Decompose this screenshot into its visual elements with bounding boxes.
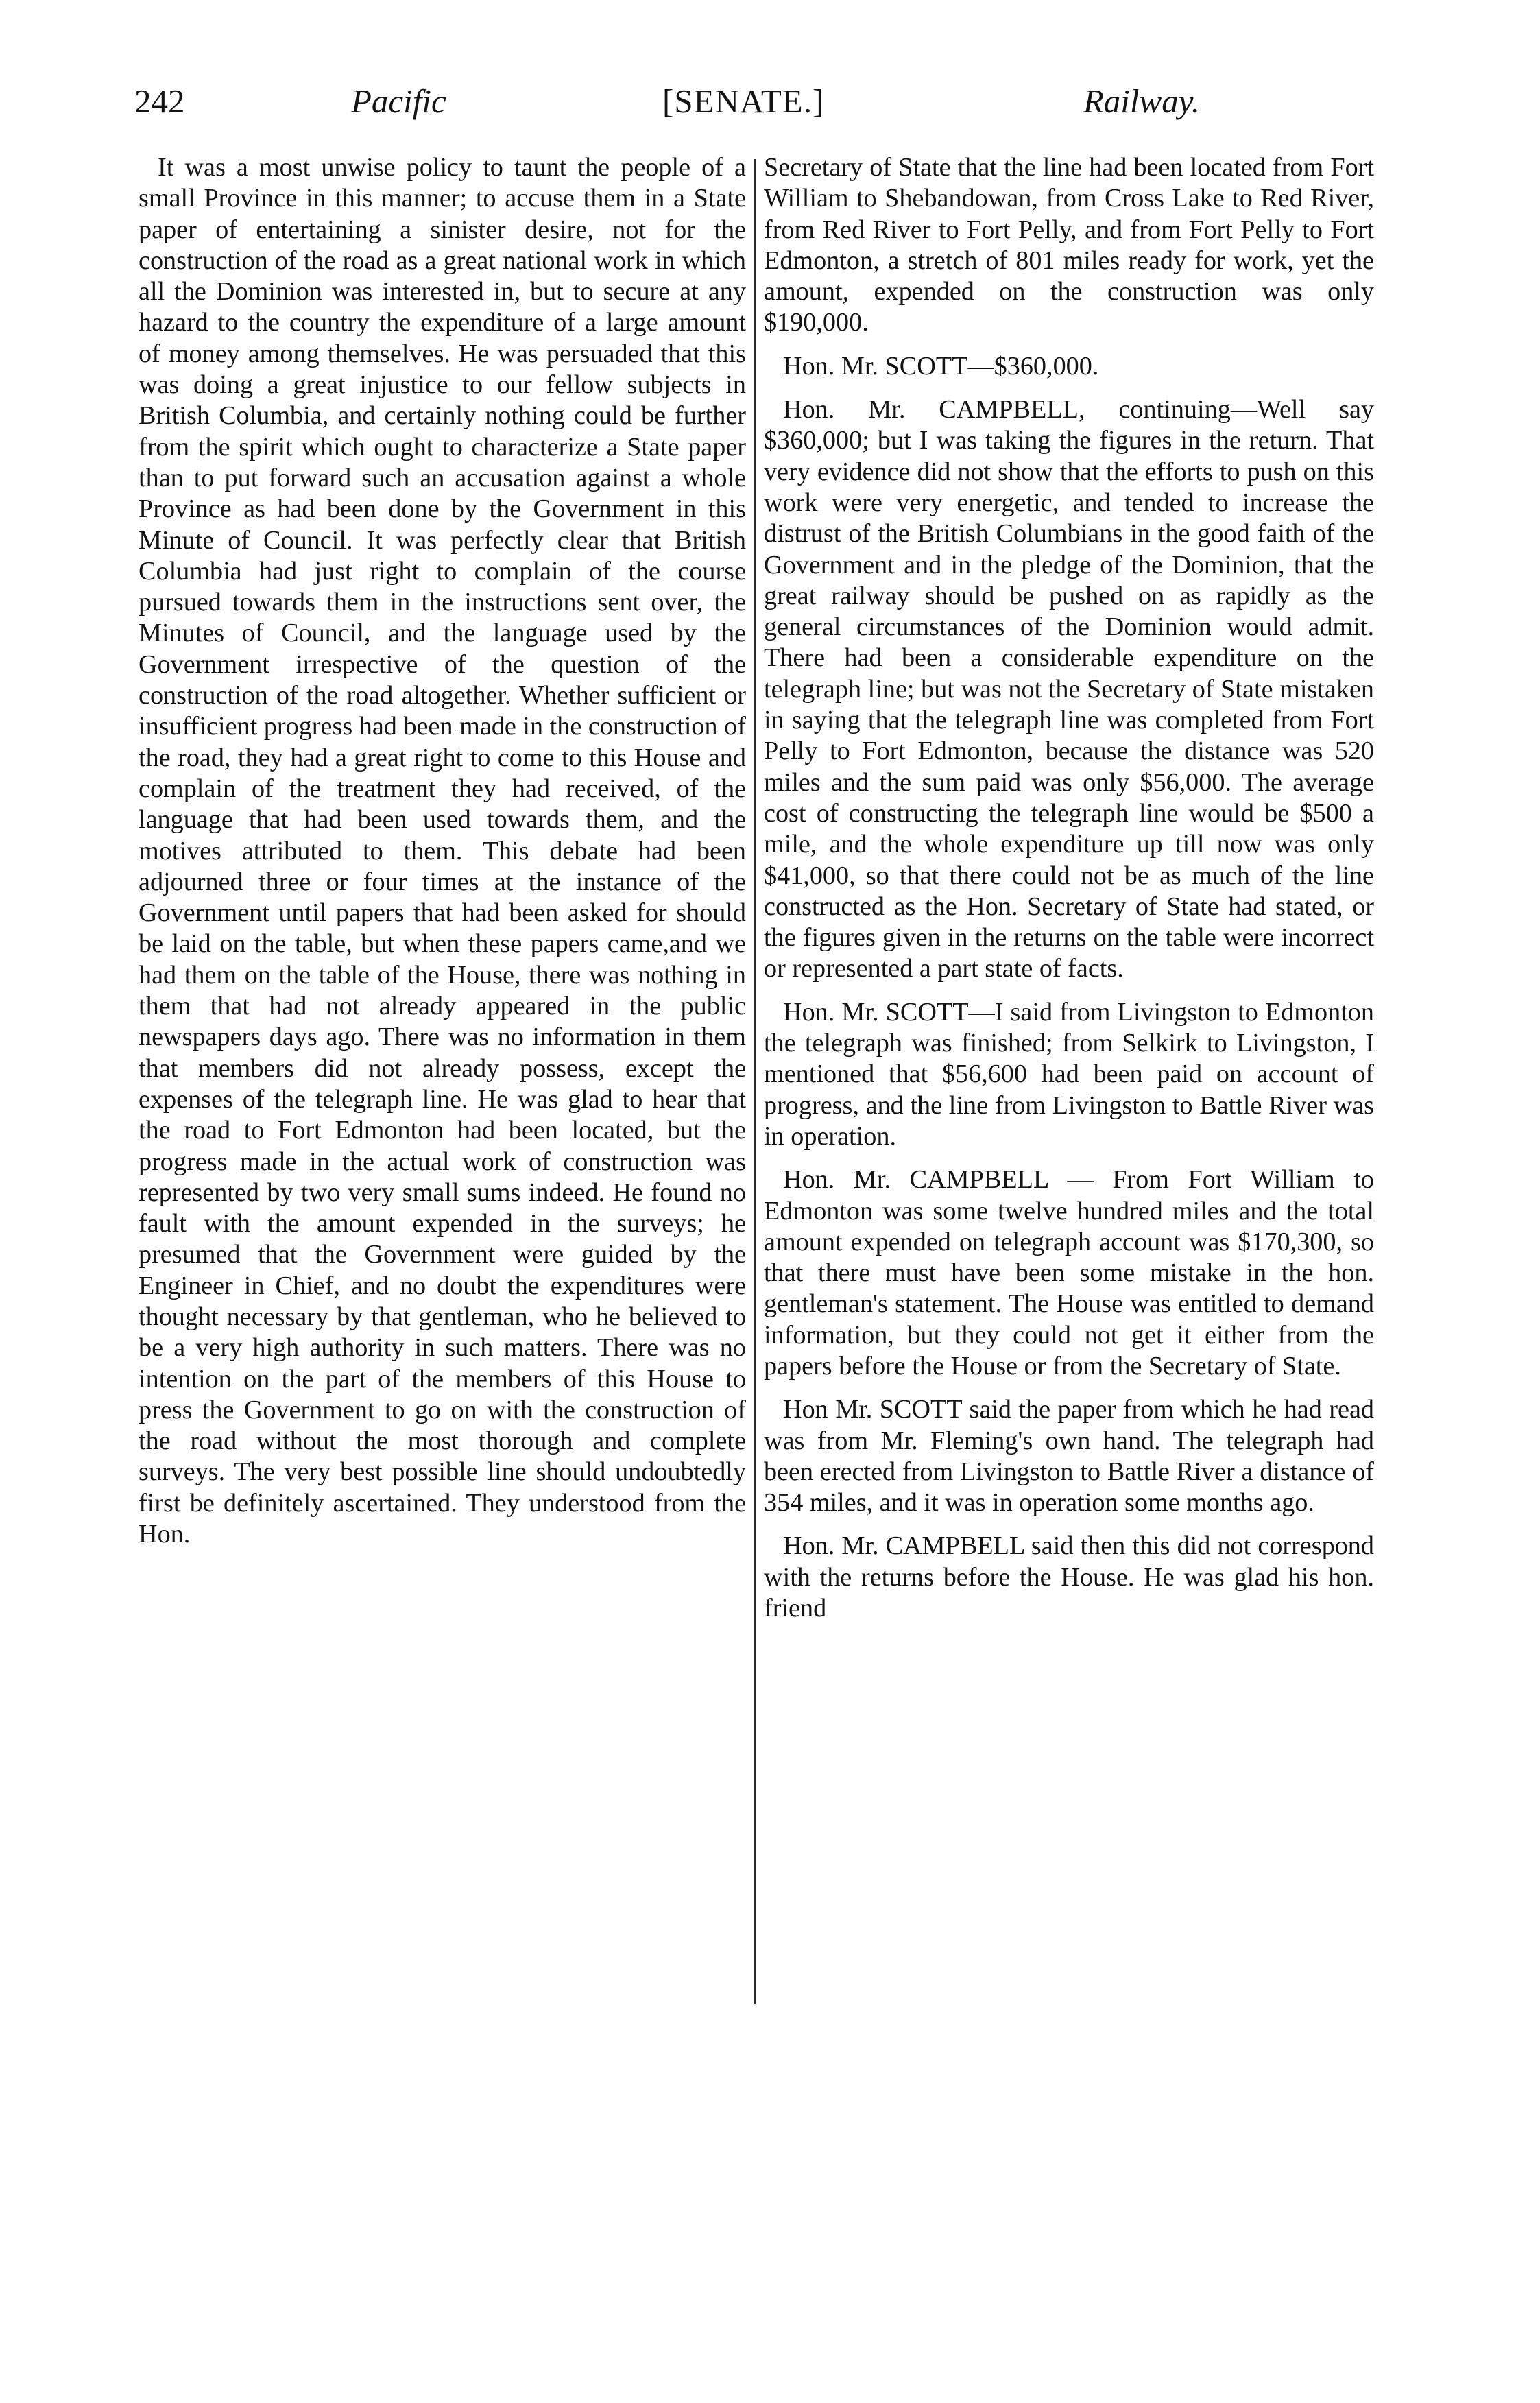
right-paragraph-6: Hon Mr. SCOTT said the paper from which he had read was from Mr. Fleming's own hand. The telegraph had been erected from Livingston to Battle River a distance of 354 miles, and it was in operation some months ago. bbox=[764, 1395, 1374, 1518]
running-head-center: [SENATE.] bbox=[662, 82, 825, 120]
left-column bbox=[139, 152, 746, 1550]
page-number: 242 bbox=[134, 82, 185, 120]
right-paragraph-5: Hon. Mr. CAMPBELL — From Fort William to Edmonton was some twelve hundred miles and the total amount expended on telegraph account was $170,300, so that there must have been some mistake in the hon. gentleman's statement. The House was entitled to demand information, but they could not get it either from the papers before the House or from the Secretary of State. bbox=[764, 1165, 1374, 1380]
page-header bbox=[134, 74, 1200, 129]
right-paragraph-3: Hon. Mr. CAMPBELL, continuing—Well say $360,000; but I was taking the figures in the return. That very evidence did not show that the efforts to push on this work were very energetic, and tended to increase the distrust of the British Columbians in the good faith of the Government and in the pledge of the Dominion, that the great railway should be pushed on as rapidly as the general circumstances of the Dominion would admit. There had been a considerable expenditure on the telegraph line; but was not the Secretary of State mistaken in saying that the telegraph line was completed from Fort Pelly to Fort Edmonton, because the distance was 520 miles and the sum paid was only $56,000. The average cost of constructing the telegraph line would be $500 a mile, and the whole expenditure up till now was only $41,000, so that there could not be as much of the line constructed as the Hon. Secretary of State had stated, or the figures given in the returns on the table were incorrect or represented a part state of facts. bbox=[764, 395, 1374, 983]
right-column bbox=[764, 152, 1374, 1624]
column-divider bbox=[754, 159, 756, 2004]
right-paragraph-4: Hon. Mr. SCOTT—I said from Livingston to Edmonton the telegraph was finished; from Selkirk to Livingston, I mentioned that $56,600 had been paid on account of progress, and the line from Livingston to Battle River was in operation. bbox=[764, 997, 1374, 1151]
left-paragraph-1: It was a most unwise policy to taunt the people of a small Province in this manner; to accuse them in a State paper of entertaining a sinister desire, not for the construction of the road as a great national work in which all the Dominion was interested in, but to secure at any hazard to the country the expenditure of a large amount of money among themselves. He was persuaded that this was doing a great injustice to our fellow subjects in British Columbia, and certainly nothing could be further from the spirit which ought to characterize a State paper than to put forward such an accusation against a whole Province as had been done by the Government in this Minute of Council. It was perfectly clear that British Columbia had just right to complain of the course pursued towards them in the instructions sent over, the Minutes of Council, and the language used by the Government irrespective of the question of the construction of the road altogether. Whether sufficient or insufficient progress had been made in the construction of the road, they had a great right to come to this House and complain of the treatment they had received, of the language that had been used towards them, and the motives attributed to them. This debate had been adjourned three or four times at the instance of the Government until papers that had been asked for should be laid on the table, but when these papers came,and we had them on the table of the House, there was nothing in them that had not already appeared in the public newspapers days ago. There was no information in them that members did not already possess, except the expenses of the telegraph line. He was glad to hear that the road to Fort Edmonton had been located, but the progress made in the actual work of construction was represented by two very small sums indeed. He found no fault with the amount expended in the surveys; he presumed that the Government were guided by the Engineer in Chief, and no doubt the expenditures were thought necessary by that gentleman, who he believed to be a very high authority in such matters. There was no intention on the part of the members of this House to press the Government to go on with the construction of the road without the most thorough and complete surveys. The very best possible line should undoubtedly first be definitely ascertained. They understood from the Hon. bbox=[139, 153, 746, 1549]
right-paragraph-7: Hon. Mr. CAMPBELL said then this did not correspond with the returns before the House. He was glad his hon. friend bbox=[764, 1531, 1374, 1623]
right-paragraph-1: Secretary of State that the line had been located from Fort William to Shebandowan, from Cross Lake to Red River, from Red River to Fort Pelly, and from Fort Pelly to Fort Edmonton, a stretch of 801 miles ready for work, yet the amount, expended on the construction was only $190,000. bbox=[764, 153, 1374, 337]
right-paragraph-2: Hon. Mr. SCOTT—$360,000. bbox=[783, 351, 1099, 381]
running-head-left: Pacific bbox=[351, 82, 446, 120]
running-head-right: Railway. bbox=[1083, 82, 1200, 120]
